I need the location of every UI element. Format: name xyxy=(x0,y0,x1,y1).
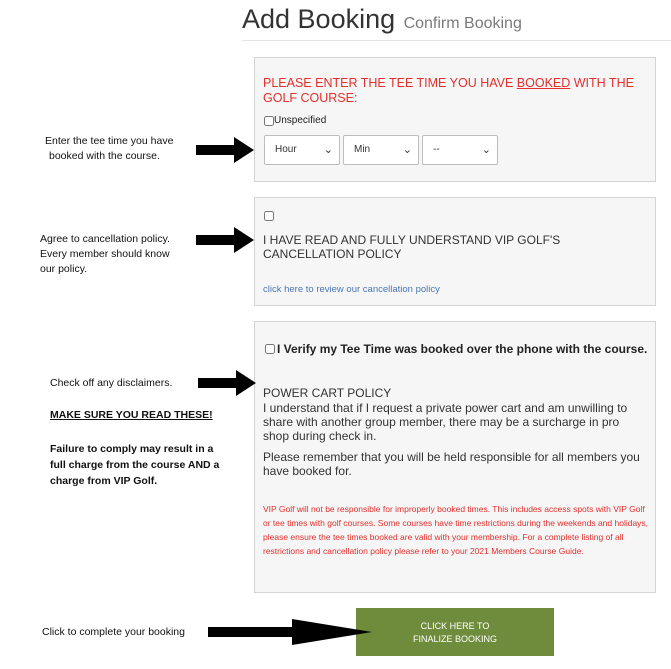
arrow-right-icon xyxy=(196,226,258,254)
annotation-line: Failure to comply may result in a xyxy=(50,443,214,455)
finalize-button-line2: FINALIZE BOOKING xyxy=(412,634,497,644)
annotation-line: charge from VIP Golf. xyxy=(50,475,158,487)
tee-time-heading: PLEASE ENTER THE TEE TIME YOU HAVE BOOKED WITH THE GOLF COURSE: xyxy=(263,76,634,105)
power-cart-text: I understand that if I request a private power cart and am unwilling to share with another group member, there may be a surcharge in pro shop during check in. xyxy=(263,401,628,443)
hour-select[interactable] xyxy=(264,135,340,165)
page-title: Add Booking xyxy=(242,4,396,34)
tee-time-panel xyxy=(254,57,656,182)
minute-select-value: Min xyxy=(354,144,371,155)
cancellation-checkbox[interactable] xyxy=(264,211,274,221)
ampm-select-value: -- xyxy=(433,144,440,155)
minute-select[interactable] xyxy=(343,135,419,165)
cancellation-panel xyxy=(254,197,656,306)
arrow-right-icon xyxy=(208,618,374,646)
arrow-right-icon xyxy=(198,369,260,397)
annotation-failure-warning xyxy=(50,441,255,489)
verify-phone-label: I Verify my Tee Time was booked over the phone with the course. xyxy=(277,342,648,356)
disclaimers-panel xyxy=(254,321,656,593)
ampm-select[interactable] xyxy=(422,135,498,165)
annotation-tee-time xyxy=(45,134,205,164)
annotation-disclaimers: Check off any disclaimers. xyxy=(50,377,173,389)
finalize-button-line1: CLICK HERE TO xyxy=(420,621,490,631)
fine-print-disclaimer: VIP Golf will not be responsible for improperly booked times. This includes access spots with VIP Golf or tee times with golf courses. Some courses have time restrictions during the weekends and holidays, please ensure the tee times booked are valid with your membership. For a complete listing of all restrictions and cancellation policy please refer to your 2021 Members Course Guide. xyxy=(263,504,649,556)
chevron-down-icon: ⌄ xyxy=(481,144,491,156)
responsibility-text: Please remember that you will be held responsible for all members you have booked for. xyxy=(263,450,640,478)
annotation-cancellation xyxy=(40,232,200,277)
annotation-line: Agree to cancellation policy. xyxy=(40,233,170,245)
arrow-right-icon xyxy=(196,136,258,164)
chevron-down-icon: ⌄ xyxy=(402,144,412,156)
annotation-line: Enter the tee time you have xyxy=(45,135,174,147)
verify-phone-disclaimer xyxy=(263,340,648,358)
chevron-down-icon: ⌄ xyxy=(323,144,333,156)
annotation-line: Every member should know xyxy=(40,248,170,260)
annotation-line: full charge from the course AND a xyxy=(50,459,220,471)
annotation-must-read: MAKE SURE YOU READ THESE! xyxy=(50,409,213,421)
page-header xyxy=(242,4,671,41)
cancellation-agreement-text: I HAVE READ AND FULLY UNDERSTAND VIP GOLF'S CANCELLATION POLICY xyxy=(263,233,561,261)
verify-phone-checkbox[interactable] xyxy=(265,344,275,354)
cancellation-policy-link[interactable]: click here to review our cancellation policy xyxy=(263,284,440,295)
annotation-line: our policy. xyxy=(40,263,88,275)
hour-select-value: Hour xyxy=(275,144,297,155)
unspecified-label: Unspecified xyxy=(274,115,327,126)
power-cart-heading: POWER CART POLICY xyxy=(263,386,392,400)
annotation-complete: Click to complete your booking xyxy=(42,626,185,638)
page-subtitle: Confirm Booking xyxy=(403,15,522,32)
annotation-line: booked with the course. xyxy=(49,150,160,162)
unspecified-checkbox[interactable] xyxy=(264,116,274,126)
finalize-booking-button[interactable] xyxy=(356,608,554,656)
